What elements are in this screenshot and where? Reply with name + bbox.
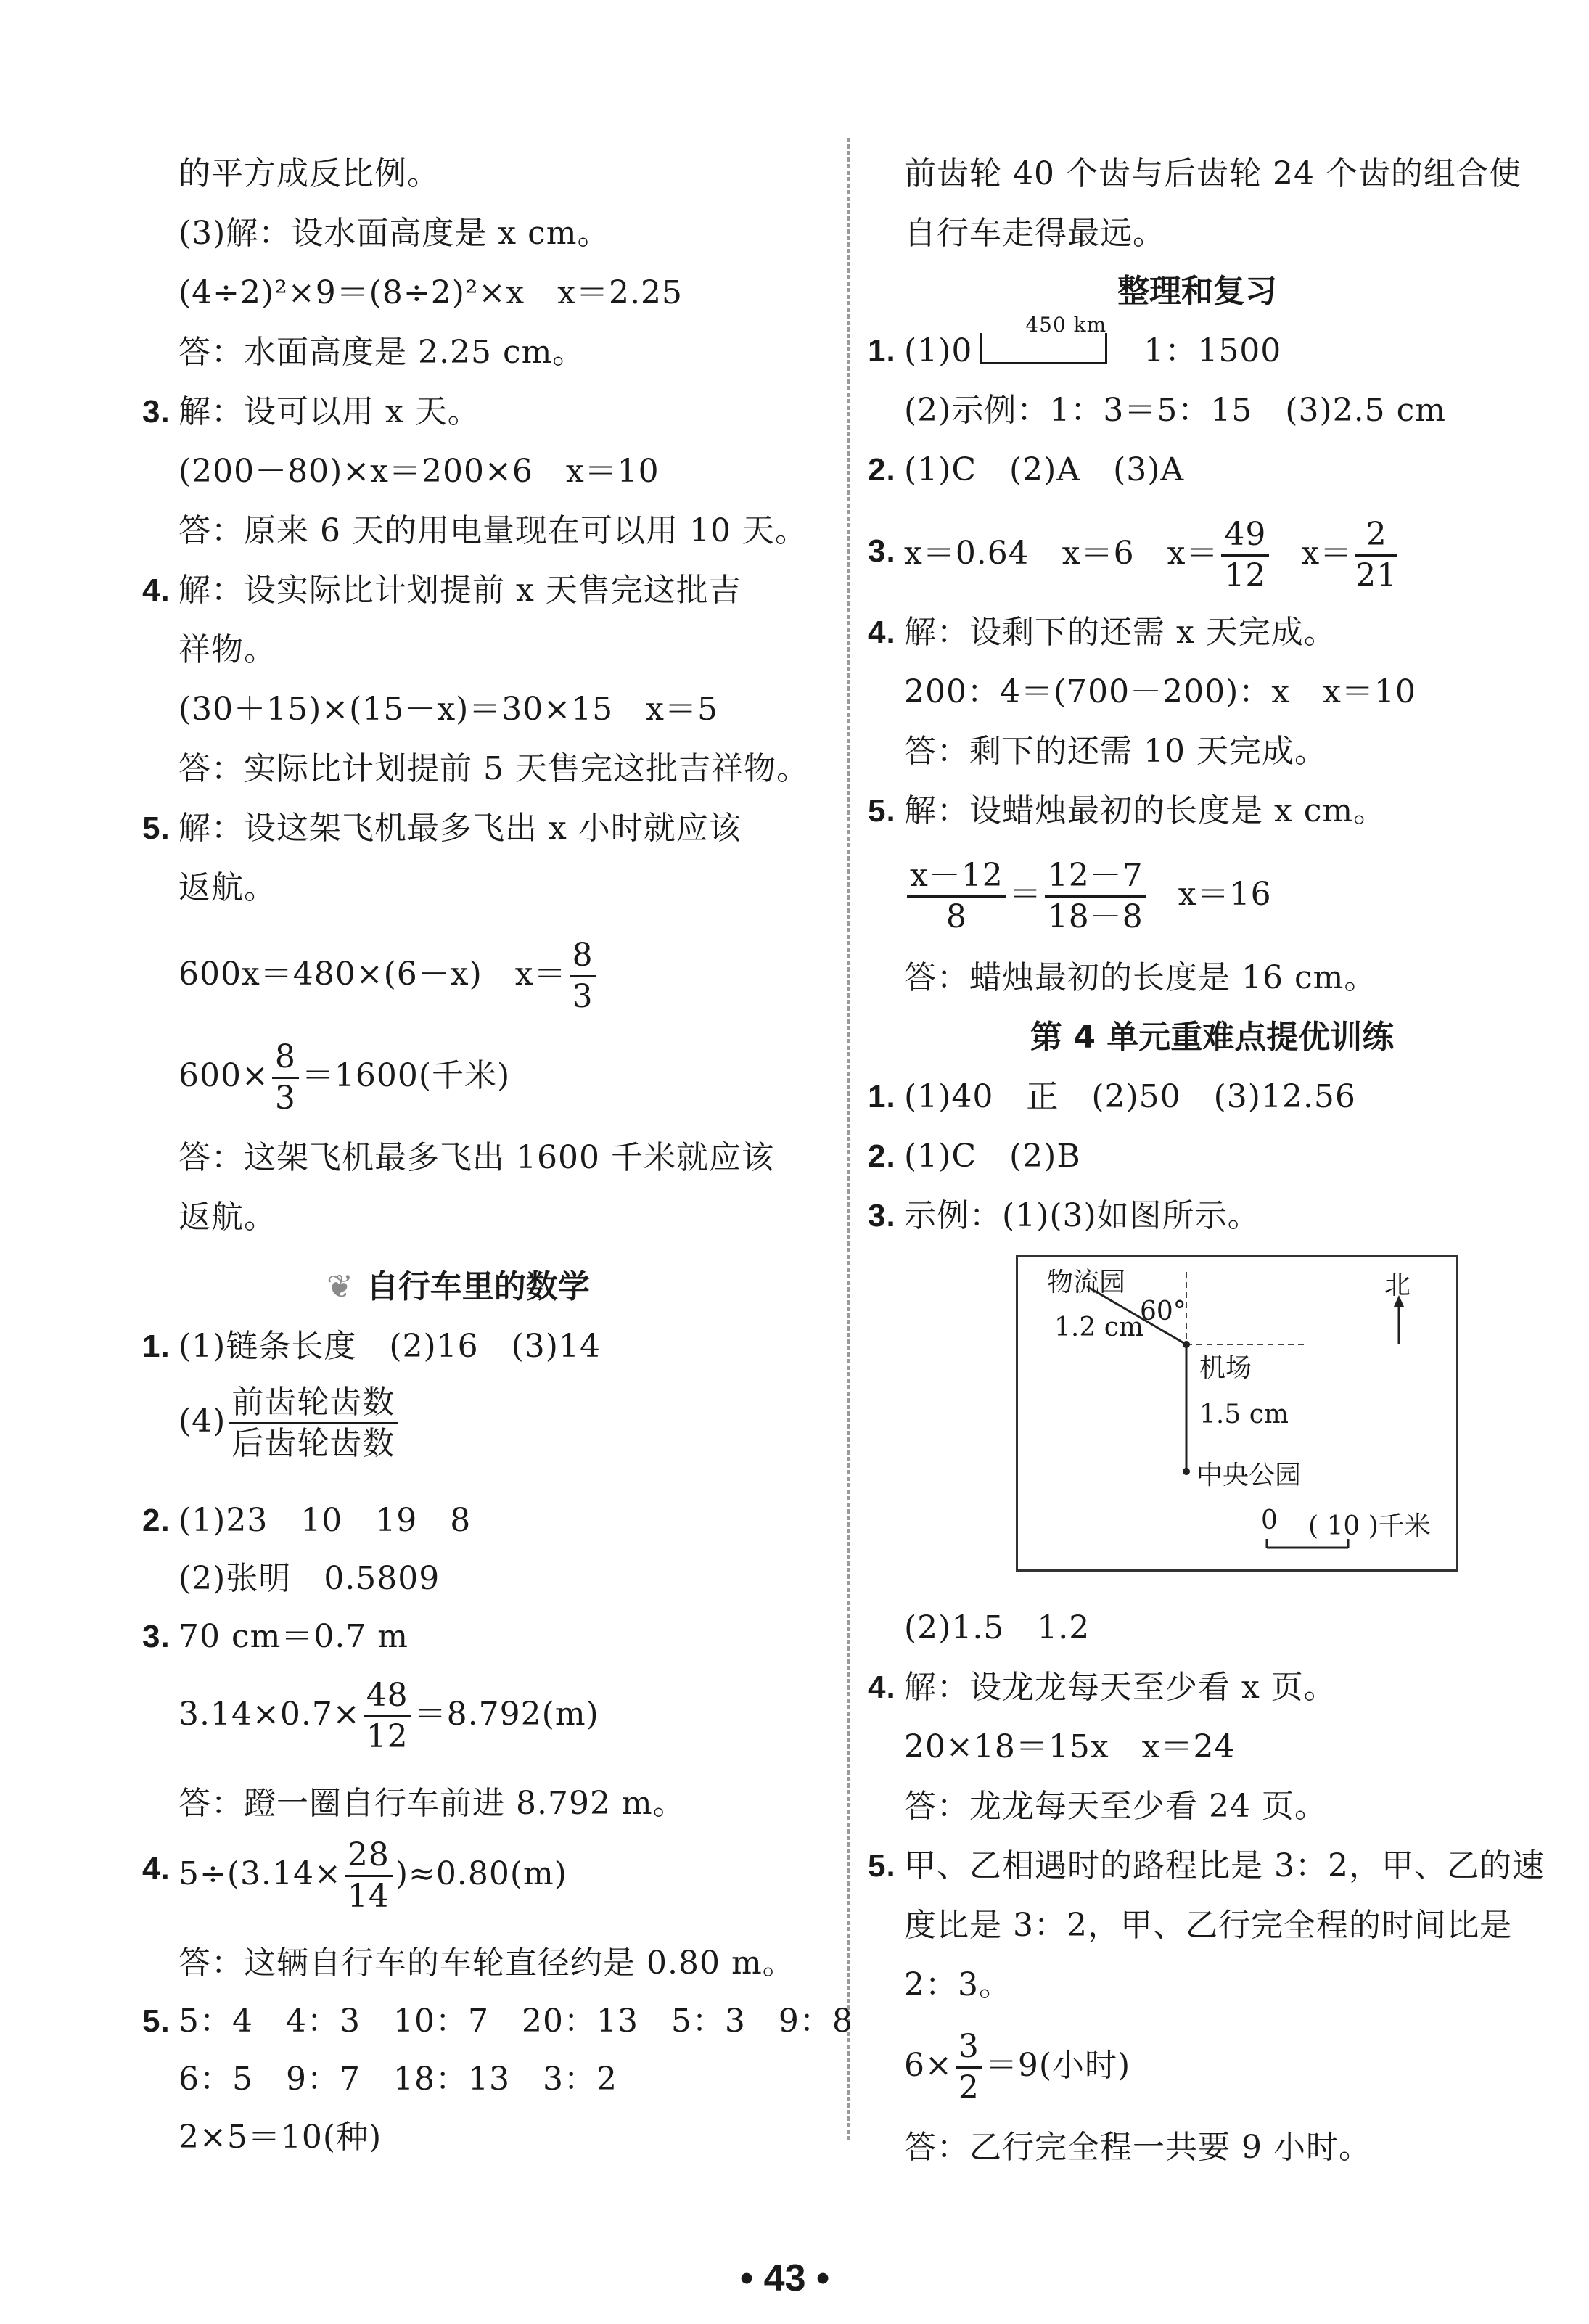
airport-label: 机场 — [1199, 1353, 1252, 1383]
equation-line: 6× $\frac{3}{2}$ ＝9(小时) — [904, 2028, 1131, 2106]
answer-line: (2)示例：1：3＝5：15 (3)2.5 cm — [904, 392, 1446, 429]
answer-line: 20×18＝15x x＝24 — [904, 1728, 1236, 1765]
question-number: 4. — [868, 615, 896, 650]
section-title: 第 4 单元重难点提优训练 — [1030, 1019, 1395, 1056]
scale-value: ( 10 )千米 — [1308, 1511, 1431, 1541]
answer-line: 解：设龙龙每天至少看 x 页。 — [904, 1669, 1337, 1706]
answer-line: 度比是 3：2，甲、乙行完全程的时间比是 — [904, 1907, 1512, 1944]
answer-line: (2)1.5 1.2 — [904, 1609, 1091, 1646]
question-number: 2. — [868, 1138, 896, 1174]
question-number: 2. — [868, 452, 896, 488]
answer-line: 解：设这架飞机最多飞出 x 小时就应该 — [178, 810, 742, 847]
equation-line: 600× $\frac{8}{3}$ ＝1600(千米) — [178, 1038, 511, 1117]
question-number: 3. — [868, 1198, 896, 1233]
answer-line: 祥物。 — [178, 631, 276, 668]
answer-line: 返航。 — [178, 1199, 276, 1236]
distance-label: 1.5 cm — [1199, 1400, 1289, 1429]
park-label: 中央公园 — [1196, 1461, 1302, 1490]
answer-line: 6：5 9：7 18：13 3：2 — [178, 2061, 617, 2098]
angle-label: 60° — [1140, 1297, 1186, 1326]
answer-line: 前齿轮 40 个齿与后齿轮 24 个齿的组合使 — [904, 155, 1522, 192]
question-number: 3. — [142, 394, 171, 430]
answer-line: (200－80)×x＝200×6 x＝10 — [178, 453, 660, 490]
question-number: 4. — [142, 572, 171, 608]
question-number: 5. — [868, 793, 896, 829]
question-number: 4. — [142, 1851, 171, 1886]
answer-line: 答：原来 6 天的用电量现在可以用 10 天。 — [178, 512, 808, 549]
fraction: $\frac{x-12}{8}$ — [907, 856, 1006, 937]
question-number: 1. — [142, 1329, 171, 1364]
north-label: 北 — [1384, 1270, 1411, 1300]
distance-label: 1.2 cm — [1054, 1313, 1143, 1342]
column-divider — [847, 138, 850, 2140]
section-title: ❦ 自行车里的数学 — [327, 1268, 590, 1305]
answer-line: (3)解：设水面高度是 x cm。 — [178, 215, 610, 252]
answer-line: (2)张明 0.5809 — [178, 1560, 440, 1597]
fraction: $\frac{49}{12}$ — [1221, 515, 1269, 596]
section-title: 整理和复习 — [1117, 273, 1277, 310]
answer-line: 示例：(1)(3)如图所示。 — [904, 1197, 1260, 1234]
question-number: 2. — [142, 1503, 171, 1538]
answer-line: (1)C (2)B — [904, 1138, 1081, 1175]
map-diagram — [1016, 1255, 1458, 1572]
answer-line: 解：设实际比计划提前 x 天售完这批吉 — [178, 572, 742, 609]
answer-line: 解：设蜡烛最初的长度是 x cm。 — [904, 792, 1387, 829]
answer-line: 答：实际比计划提前 5 天售完这批吉祥物。 — [178, 750, 809, 787]
equation-line: 5÷(3.14× $\frac{28}{14}$ )≈0.80(m) — [178, 1836, 567, 1915]
page-number: • 43 • — [740, 2257, 830, 2299]
fraction: $\frac{28}{14}$ — [345, 1836, 393, 1916]
answer-line: 答：水面高度是 2.25 cm。 — [178, 334, 586, 371]
scale-line: (1)0 450 km 1：1500 — [904, 313, 1282, 369]
question-number: 4. — [868, 1670, 896, 1705]
fraction: $\frac{3}{2}$ — [956, 2027, 982, 2108]
sprout-icon: ❦ — [327, 1268, 353, 1305]
answer-line: 答：这辆自行车的车轮直径约是 0.80 m。 — [178, 1945, 795, 1982]
question-number: 3. — [142, 1619, 171, 1654]
fraction: $\frac{48}{12}$ — [364, 1676, 411, 1757]
question-number: 5. — [142, 810, 171, 846]
answer-line: 答：剩下的还需 10 天完成。 — [904, 733, 1327, 770]
answer-line: 的平方成反比例。 — [178, 155, 440, 192]
equation-line: $\frac{x-12}{8}$ ＝ $\frac{12-7}{18-8}$ x＝16 — [904, 856, 1272, 937]
answer-line: 答：这架飞机最多飞出 1600 千米就应该 — [178, 1139, 774, 1176]
answer-line: 2×5＝10(种) — [178, 2119, 382, 2156]
answer-line: 答：龙龙每天至少看 24 页。 — [904, 1788, 1327, 1825]
line-scale: 450 km — [980, 333, 1107, 364]
fraction: $\frac{8}{3}$ — [272, 1038, 299, 1118]
answer-line: (1)C (2)A (3)A — [904, 451, 1185, 488]
answer-line: 答：蜡烛最初的长度是 16 cm。 — [904, 959, 1377, 996]
scale-zero: 0 — [1261, 1506, 1278, 1535]
equation-line: 600x＝480×(6－x) x＝ $\frac{8}{3}$ — [178, 936, 599, 1017]
answer-line: 70 cm＝0.7 m — [178, 1618, 409, 1655]
answer-line: (1)23 10 19 8 — [178, 1502, 472, 1539]
answer-line: 答：乙行完全程一共要 9 小时。 — [904, 2129, 1371, 2166]
answer-line: 5：4 4：3 10：7 20：13 5：3 9：8 — [178, 2003, 853, 2040]
answer-line: 自行车走得最远。 — [904, 215, 1165, 252]
equation-line: (4) $\frac{\text{前齿轮齿数}}{\text{后齿轮齿数}}$ — [178, 1383, 401, 1463]
equation-line: x＝0.64 x＝6 x＝ $\frac{49}{12}$ x＝ $\frac{2}{21}$ — [904, 516, 1398, 594]
answer-line: 甲、乙相遇时的路程比是 3：2，甲、乙的速 — [904, 1847, 1545, 1884]
question-number: 3. — [868, 533, 896, 569]
question-number: 1. — [868, 1079, 896, 1114]
answer-line: 2：3。 — [904, 1966, 1011, 2003]
question-number: 1. — [868, 333, 896, 369]
fraction: $\frac{2}{21}$ — [1355, 516, 1398, 594]
fraction: $\frac{12-7}{18-8}$ — [1045, 856, 1146, 937]
logistics-label: 物流园 — [1047, 1268, 1126, 1297]
answer-line: 返航。 — [178, 869, 276, 906]
question-number: 5. — [142, 2003, 171, 2039]
answer-line: (1)40 正 (2)50 (3)12.56 — [904, 1078, 1356, 1115]
fraction: $\frac{\text{前齿轮齿数}}{\text{后齿轮齿数}}$ — [229, 1383, 398, 1463]
answer-line: 答：蹬一圈自行车前进 8.792 m。 — [178, 1785, 686, 1822]
fraction: $\frac{8}{3}$ — [570, 936, 596, 1017]
answer-line: (30＋15)×(15－x)＝30×15 x＝5 — [178, 691, 718, 728]
answer-line: (1)链条长度 (2)16 (3)14 — [178, 1328, 601, 1365]
answer-line: 解：设可以用 x 天。 — [178, 393, 480, 430]
question-number: 5. — [868, 1848, 896, 1884]
answer-line: (4÷2)²×9＝(8÷2)²×x x＝2.25 — [178, 274, 683, 311]
answer-line: 解：设剩下的还需 x 天完成。 — [904, 614, 1337, 651]
answer-line: 200：4＝(700－200)：x x＝10 — [904, 673, 1416, 710]
equation-line: 3.14×0.7× $\frac{48}{12}$ ＝8.792(m) — [178, 1677, 599, 1755]
